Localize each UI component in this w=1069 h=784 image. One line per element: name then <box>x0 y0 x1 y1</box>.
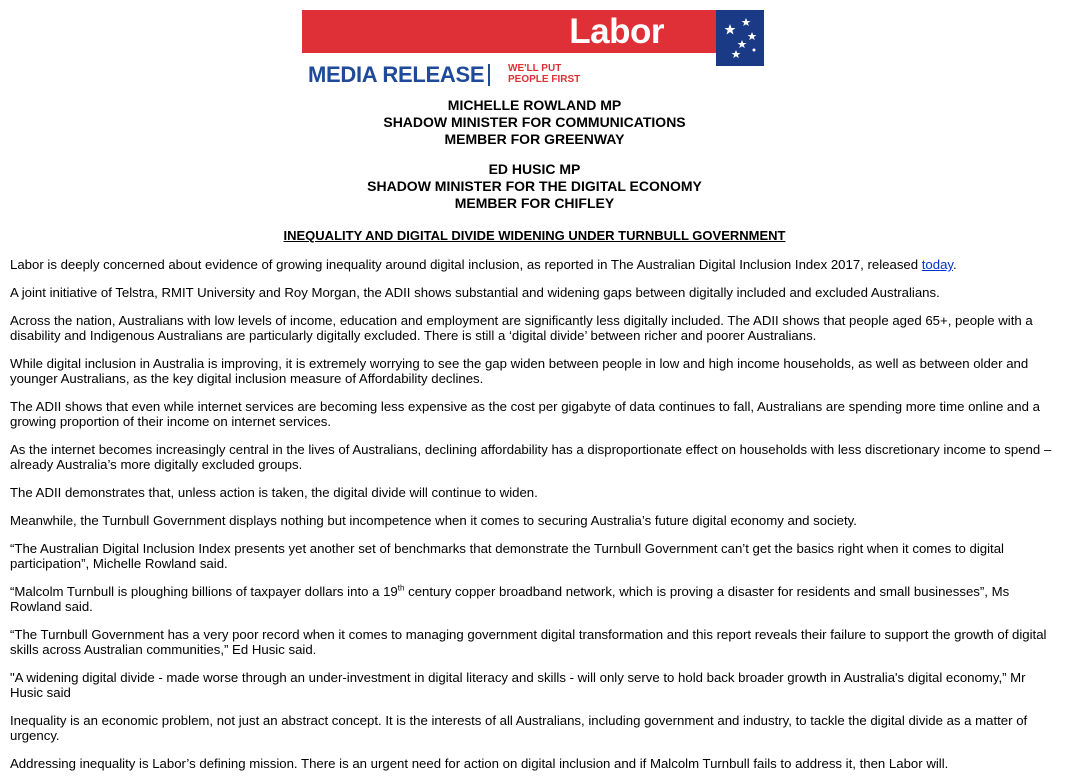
paragraph-14: Addressing inequality is Labor’s defining mission. There is an urgent need for action on digital inclusion and if Malcolm Turnbull fails to address it, then Labor will. <box>10 756 949 771</box>
paragraph-10-part-a: “Malcolm Turnbull is ploughing billions of taxpayer dollars into a 19 <box>10 584 398 599</box>
tagline <box>508 64 598 85</box>
southern-cross-stars-icon <box>716 10 764 66</box>
person1-electorate: MEMBER FOR GREENWAY <box>444 131 625 147</box>
superscript-th: th <box>397 583 405 593</box>
paragraph-3: Across the nation, Australians with low levels of income, education and employment are significantly less digitally included. The ADII shows that people aged 65+, people with a disability and Indigenous Australians are particularly digitally excluded. There is still a ‘digital divide’ between richer and poorer Australians. <box>10 313 1033 343</box>
paragraph-8: Meanwhile, the Turnbull Government displays nothing but incompetence when it comes to securing Australia’s future digital economy and society. <box>10 513 857 528</box>
tagline-line-1: WE'LL PUT <box>508 63 562 74</box>
labor-logo-text: Labor <box>569 12 664 51</box>
paragraph-1-text: Labor is deeply concerned about evidence of growing inequality around digital inclusion, as reported in The Australian Digital Inclusion Index 2017, released <box>10 257 922 272</box>
labor-media-release-banner <box>302 10 764 88</box>
tagline-line-2: PEOPLE FIRST <box>508 73 581 85</box>
paragraph-12: "A widening digital divide - made worse through an under-investment in digital literacy and skills - will only serve to hold back broader growth in Australia's digital economy,” Mr Husic said <box>10 670 1026 700</box>
paragraph-10 <box>10 584 1062 614</box>
paragraph-5: The ADII shows that even while internet services are becoming less expensive as the cost per gigabyte of data continues to fall, Australians are spending more time online and a growing proportion of their income on internet services. <box>10 399 1040 429</box>
person2-name: ED HUSIC MP <box>488 161 581 177</box>
person2-electorate: MEMBER FOR CHIFLEY <box>454 195 615 211</box>
paragraph-1 <box>10 257 1062 272</box>
release-body <box>10 257 1062 784</box>
banner-divider <box>488 64 490 86</box>
paragraph-1-end: . <box>953 257 957 272</box>
release-headline: INEQUALITY AND DIGITAL DIVIDE WIDENING UNDER TURNBULL GOVERNMENT <box>283 228 786 243</box>
banner-red-bar <box>302 10 716 53</box>
paragraph-2: A joint initiative of Telstra, RMIT University and Roy Morgan, the ADII shows substantial and widening gaps between digitally included and excluded Australians. <box>10 285 940 300</box>
media-release-label: MEDIA RELEASE <box>308 62 485 87</box>
paragraph-11: “The Turnbull Government has a very poor record when it comes to managing government digital transformation and this report reveals their failure to support the growth of digital skills across Australian communities,” Ed Husic said. <box>10 627 1047 657</box>
paragraph-13: Inequality is an economic problem, not just an abstract concept. It is the interests of all Australians, including government and industry, to tackle the digital divide as a matter of urgency. <box>10 713 1028 743</box>
paragraph-6: As the internet becomes increasingly central in the lives of Australians, declining affordability has a disproportionate effect on households with less discretionary income to spend – already Australia’s more digitally excluded groups. <box>10 442 1052 472</box>
paragraph-4: While digital inclusion in Australia is improving, it is extremely worrying to see the gap widen between people in low and high income households, as well as between older and younger Australians, as the key digital inclusion measure of Affordability declines. <box>10 356 1029 386</box>
person1-title: SHADOW MINISTER FOR COMMUNICATIONS <box>383 114 686 130</box>
person2-title: SHADOW MINISTER FOR THE DIGITAL ECONOMY <box>367 178 702 194</box>
person1-name: MICHELLE ROWLAND MP <box>447 97 622 113</box>
minister-header <box>0 97 1069 212</box>
paragraph-9: “The Australian Digital Inclusion Index presents yet another set of benchmarks that demonstrate the Turnbull Government can’t get the basics right when it comes to digital participation”, Michelle Rowland said. <box>10 541 1004 571</box>
paragraph-10-part-b: century copper broadband network, which is proving a disaster for residents and small businesses”, Ms Rowland said. <box>10 584 1010 614</box>
paragraph-7: The ADII demonstrates that, unless action is taken, the digital divide will continue to widen. <box>10 485 538 500</box>
today-link[interactable]: today <box>921 257 954 272</box>
